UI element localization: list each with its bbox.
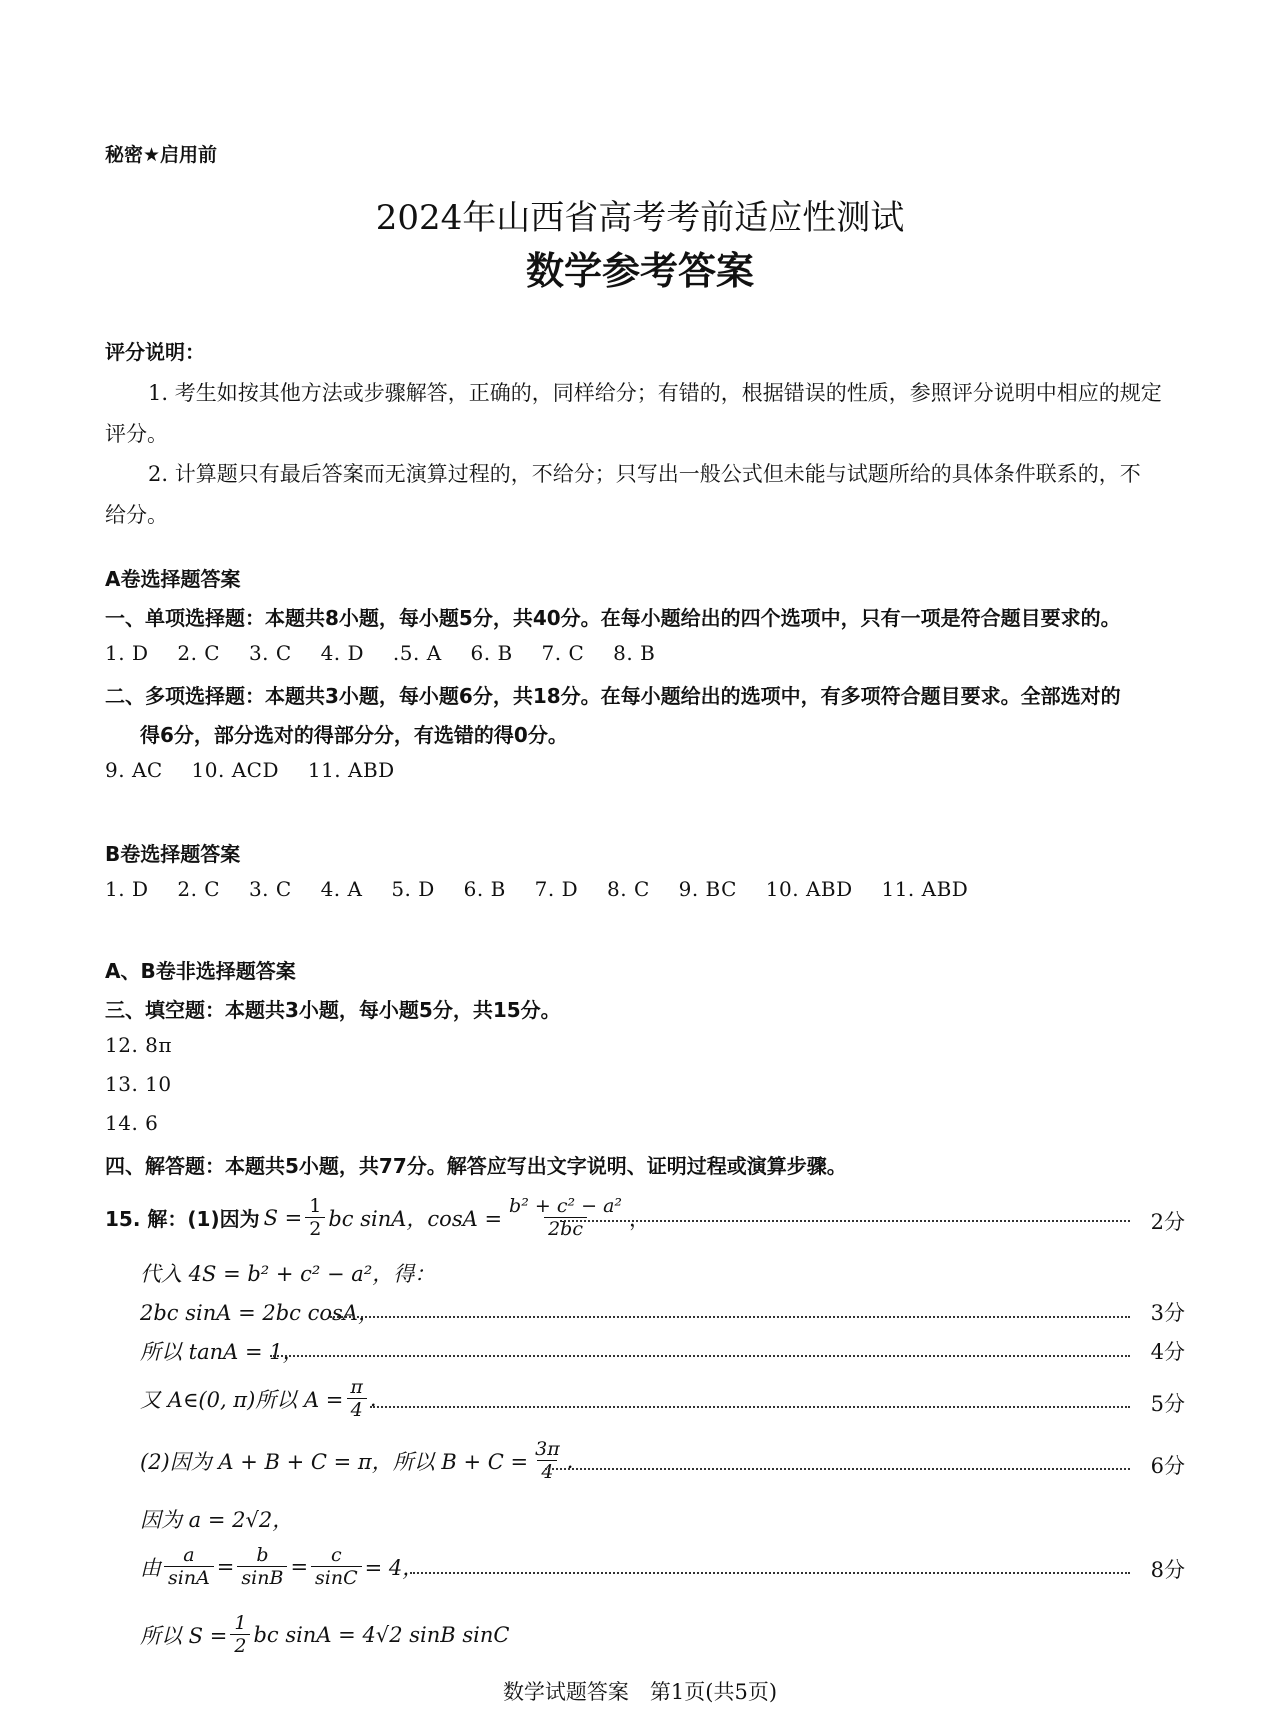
fraction: $\frac{b}{\sin B}$ <box>237 1544 287 1589</box>
answer-item: 3. C <box>248 877 292 901</box>
leader-dots <box>560 1220 1130 1222</box>
volume-a-heading: A卷选择题答案 <box>105 567 241 591</box>
answer-item: 8. C <box>607 877 650 901</box>
section-solutions: 四、解答题：本题共5小题，共77分。解答应写出文字说明、证明过程或演算步骤。 <box>105 1154 847 1178</box>
leader-dots <box>545 1468 1130 1470</box>
leader-dots <box>330 1316 1130 1318</box>
solution-line-2: 代入 4S = b² + c² − a²，得： <box>140 1262 436 1286</box>
answer-item: 3. C <box>248 641 292 665</box>
fraction: $\frac{a}{\sin A}$ <box>164 1544 214 1589</box>
non-choice-heading: A、B卷非选择题答案 <box>105 959 296 983</box>
fill-answer-12: 12. 8π <box>105 1033 173 1057</box>
section-fill-blank: 三、填空题：本题共3小题，每小题5分，共15分。 <box>105 998 561 1022</box>
answer-item: 10. ACD <box>191 758 279 782</box>
score-label: 6分 <box>1150 1454 1185 1478</box>
solution-line-9: 所以 S = $\frac{1}{2}$ bc sinA = 4√2 sinB sinC <box>140 1612 510 1657</box>
answer-item: .5. A <box>392 641 442 665</box>
solution-line-1: 15. 解：(1)因为 S = $\frac{1}{2}$ bc sinA，cosA = $\frac{\text{b² + c² − a²}}{2bc}$ ， <box>105 1195 651 1240</box>
fraction: $\frac{1}{2}$ <box>305 1195 325 1240</box>
scoring-note-1: 1. 考生如按其他方法或步骤解答，正确的，同样给分；有错的，根据错误的性质，参照评分说明中相应的规定 <box>148 381 1162 405</box>
fill-answer-14: 14. 6 <box>105 1111 159 1135</box>
answer-item: 11. ABD <box>307 758 395 782</box>
answer-item: 2. C <box>177 641 221 665</box>
solution-line-5: 又 A∈(0, π)所以 A = $\frac{\pi}{4}$ . <box>140 1376 377 1421</box>
solution-line-8: 由 $\frac{a}{\sin A}$ = $\frac{b}{\sin B}$ = $\frac{c}{\sin C}$ = 4， <box>140 1544 424 1589</box>
score-label: 5分 <box>1150 1392 1185 1416</box>
answer-item: 8. B <box>613 641 656 665</box>
answer-item: 6. B <box>463 877 506 901</box>
solution-line-6: (2)因为 A + B + C = π，所以 B + C = $\frac{3\pi}{4}$ . <box>140 1438 574 1483</box>
answer-item: 7. D <box>534 877 579 901</box>
answer-item: 5. D <box>391 877 435 901</box>
answer-item: 7. C <box>541 641 585 665</box>
fraction: $\frac{1}{2}$ <box>230 1612 250 1657</box>
answer-item: 2. C <box>177 877 221 901</box>
fraction: $\frac{3\pi}{4}$ <box>535 1438 560 1483</box>
scoring-note-1-cont: 评分。 <box>105 422 168 446</box>
score-label: 3分 <box>1150 1301 1185 1325</box>
answer-item: 9. BC <box>678 877 737 901</box>
section-multi-choice-cont: 得6分，部分选对的得部分分，有选错的得0分。 <box>140 723 568 747</box>
volume-a-multi-answers <box>105 758 417 782</box>
page-footer: 数学试题答案 第1页(共5页) <box>502 1680 778 1704</box>
scoring-heading: 评分说明： <box>105 340 205 364</box>
answer-item: 10. ABD <box>765 877 853 901</box>
answer-item: 4. D <box>320 641 365 665</box>
scoring-note-2: 2. 计算题只有最后答案而无演算过程的，不给分；只写出一般公式但未能与试题所给的具体条件联系的，不 <box>148 462 1141 486</box>
answer-item: 11. ABD <box>881 877 969 901</box>
section-single-choice: 一、单项选择题：本题共8小题，每小题5分，共40分。在每小题给出的四个选项中，只有一项是符合题目要求的。 <box>105 606 1121 630</box>
solution-line-4: 所以 tanA = 1， <box>140 1340 304 1364</box>
answer-item: 4. A <box>320 877 363 901</box>
volume-b-answers <box>105 877 990 901</box>
fraction: $\frac{\pi}{4}$ <box>346 1376 367 1421</box>
leader-dots <box>370 1406 1130 1408</box>
volume-b-heading: B卷选择题答案 <box>105 842 241 866</box>
fill-answer-13: 13. 10 <box>105 1072 172 1096</box>
volume-a-single-answers <box>105 641 677 665</box>
solution-line-7: 因为 a = 2√2， <box>140 1508 294 1532</box>
page-title: 2024年山西省高考考前适应性测试 <box>375 198 905 238</box>
answer-item: 1. D <box>105 641 149 665</box>
answer-item: 1. D <box>105 877 149 901</box>
leader-dots <box>410 1572 1130 1574</box>
section-multi-choice: 二、多项选择题：本题共3小题，每小题6分，共18分。在每小题给出的选项中，有多项符合题目要求。全部选对的 <box>105 684 1121 708</box>
fraction: $\frac{\text{b² + c² − a²}}{2bc}$ <box>509 1195 623 1240</box>
page-subtitle: 数学参考答案 <box>525 248 754 293</box>
fraction: $\frac{c}{\sin C}$ <box>311 1544 362 1589</box>
scoring-note-2-cont: 给分。 <box>105 503 168 527</box>
leader-dots <box>270 1355 1130 1357</box>
answer-item: 6. B <box>470 641 513 665</box>
solution-line-3: 2bc sinA = 2bc cosA， <box>140 1301 379 1325</box>
score-label: 4分 <box>1150 1340 1185 1364</box>
answer-item: 9. AC <box>105 758 163 782</box>
score-label: 2分 <box>1150 1210 1185 1234</box>
score-label: 8分 <box>1150 1558 1185 1582</box>
secret-mark: 秘密★启用前 <box>105 144 218 166</box>
